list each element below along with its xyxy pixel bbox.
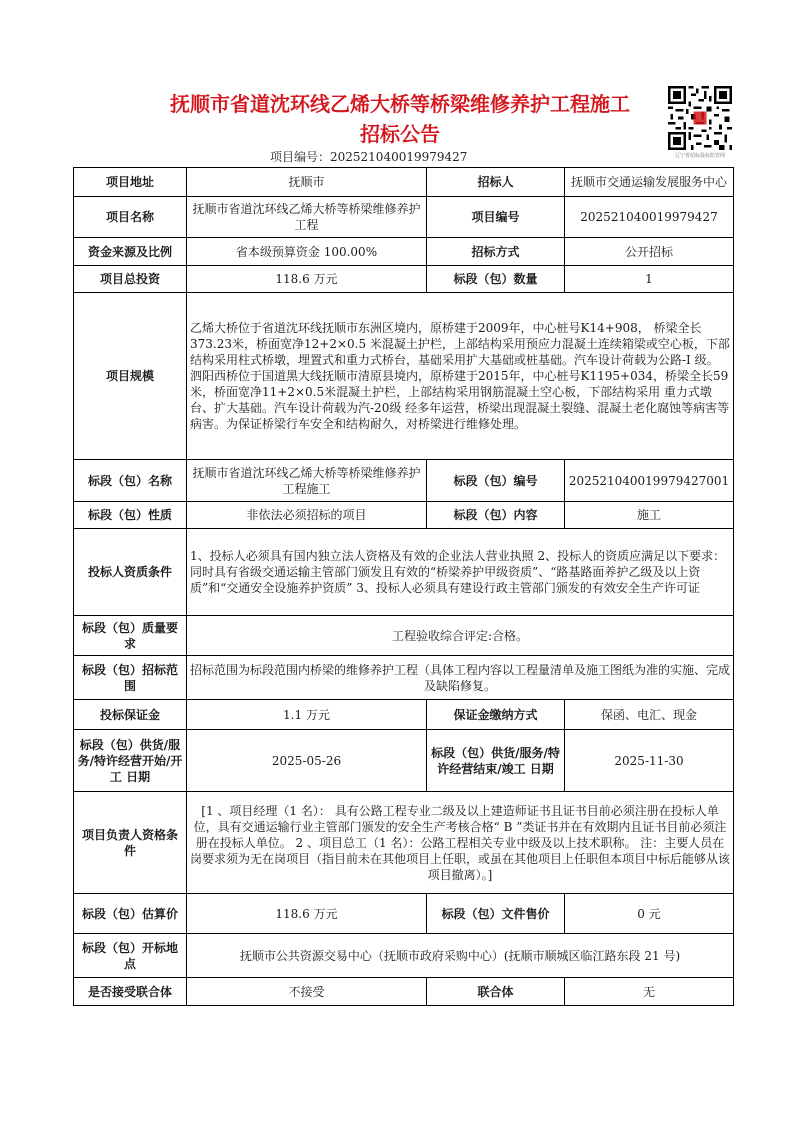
row-dates: [74, 730, 734, 792]
manager-qualification-value: [1 、项目经理（1 名）： 具有公路工程专业二级及以上建造师证书且证书目前必须注册在投标人单位，具有交通运输行业主管部门颁发的安全生产考核合格“ B ”类证书并在有效期内且证书目前必须注册在投标人单位。 2 、项目总工（1 名）：公路工程相关专业中级及以上技术职称。 注：主要人员在岗要求须为无在岗项目（指目前未在其他项目上任职，或虽在其他项目上任职但本项目中标后能够从该项目撤离）。]: [187, 792, 734, 894]
fund-source-label: 资金来源及比例: [74, 238, 187, 266]
quality-requirement-label: 标段（包）质量要求: [74, 616, 187, 656]
end-date-label: 标段（包）供货/服务/特许经营结束/竣工 日期: [427, 730, 565, 792]
lot-content-label: 标段（包）内容: [427, 502, 565, 529]
start-date-value: 2025-05-26: [187, 730, 427, 792]
bidder-qualification-label: 投标人资质条件: [74, 529, 187, 616]
row-range: [74, 656, 734, 700]
manager-qualification-label: 项目负责人资格条件: [74, 792, 187, 894]
row-manager: [74, 792, 734, 894]
consortium-value: 不接受: [187, 978, 427, 1006]
lot-nature-label: 标段（包）性质: [74, 502, 187, 529]
address-value: 抚顺市: [187, 168, 427, 197]
joint-entity-label: 联合体: [427, 978, 565, 1006]
qr-caption: 辽宁省招标投标监管网: [674, 153, 725, 159]
project-name-label: 项目名称: [74, 197, 187, 238]
end-date-value: 2025-11-30: [565, 730, 734, 792]
fund-source-value: 省本级预算资金 100.00%: [187, 238, 427, 266]
bond-payment-label: 保证金缴纳方式: [427, 700, 565, 730]
tenderer-label: 招标人: [427, 168, 565, 197]
bidder-qualification-value: 1、投标人必须具有国内独立法人资格及有效的企业法人营业执照 2、投标人的资质应满足以下要求：同时具有省级交通运输主管部门颁发且有效的“桥梁养护甲级资质”、“路基路面养护乙级及以上资质”和“交通安全设施养护资质” 3、投标人必须具有建设行政主管部门颁发的有效安全生产许可证: [187, 529, 734, 616]
tenderer-value: 抚顺市交通运输发展服务中心: [565, 168, 734, 197]
opening-location-value: 抚顺市公共资源交易中心（抚顺市政府采购中心）(抚顺市顺城区临江路东段 21 号): [187, 934, 734, 978]
lot-name-value: 抚顺市省道沈环线乙烯大桥等桥梁维修养护工程施工: [187, 460, 427, 502]
project-code-label: 项目编号: [427, 197, 565, 238]
row-bond: [74, 700, 734, 730]
lot-number-label: 标段（包）编号: [427, 460, 565, 502]
consortium-label: 是否接受联合体: [74, 978, 187, 1006]
document-price-label: 标段（包）文件售价: [427, 894, 565, 934]
lot-name-label: 标段（包）名称: [74, 460, 187, 502]
project-name-value: 抚顺市省道沈环线乙烯大桥等桥梁维修养护工程: [187, 197, 427, 238]
row-qualification: [74, 529, 734, 616]
tender-info-table: [73, 167, 734, 1006]
tender-range-label: 标段（包）招标范围: [74, 656, 187, 700]
lot-number-value: 202521040019979427001: [565, 460, 734, 502]
bond-payment-value: 保函、电汇、现金: [565, 700, 734, 730]
row-consortium: [74, 978, 734, 1006]
project-scale-value: 乙烯大桥位于省道沈环线抚顺市东洲区境内，原桥建于2009年，中心桩号K14+908， 桥梁全长373.23米，桥面宽净12+2×0.5 米混凝土护栏，上部结构采用预应力混凝土连续箱梁或空心板，下部结构采用柱式桥墩，埋置式和重力式桥台，基础采用扩大基础或桩基础。汽车设计荷载为公路-I 级。 泗阳西桥位于国道黑大线抚顺市清原县境内，原桥建于2015年，中心桩号K1195+034，桥梁全长59米，桥面宽净11+2×0.5米混凝土护栏，上部结构采用钢筋混凝土空心板，下部结构采用 重力式墩台、扩大基础。汽车设计荷载为汽-20级 经多年运营，桥梁出现混凝土裂缝、混凝土老化腐蚀等病害等病害。为保证桥梁行车安全和结构耐久，对桥梁进行维修处理。: [187, 293, 734, 460]
bid-bond-label: 投标保证金: [74, 700, 187, 730]
tender-range-value: 招标范围为标段范围内桥梁的维修养护工程（具体工程内容以工程量清单及施工图纸为准的实施、完成及缺陷修复。: [187, 656, 734, 700]
row-project-name: [74, 197, 734, 238]
row-scale: [74, 293, 734, 460]
total-investment-label: 项目总投资: [74, 266, 187, 293]
address-label: 项目地址: [74, 168, 187, 197]
row-opening: [74, 934, 734, 978]
project-scale-label: 项目规模: [74, 293, 187, 460]
notice-title: 抚顺市省道沈环线乙烯大桥等桥梁维修养护工程施工: [170, 92, 630, 116]
row-lot-nature: [74, 502, 734, 529]
total-investment-value: 118.6 万元: [187, 266, 427, 293]
row-address: [74, 168, 734, 197]
row-quality: [74, 616, 734, 656]
joint-entity-value: 无: [565, 978, 734, 1006]
row-investment: [74, 266, 734, 293]
start-date-label: 标段（包）供货/服务/特许经营开始/开工 日期: [74, 730, 187, 792]
lot-nature-value: 非依法必须招标的项目: [187, 502, 427, 529]
bid-bond-value: 1.1 万元: [187, 700, 427, 730]
tender-method-label: 招标方式: [427, 238, 565, 266]
qr-code-icon: [668, 86, 732, 150]
project-number-caption: 项目编号：202521040019979427: [270, 150, 468, 164]
notice-subtitle: 招标公告: [360, 122, 440, 146]
row-lot-name: [74, 460, 734, 502]
document-price-value: 0 元: [565, 894, 734, 934]
lot-content-value: 施工: [565, 502, 734, 529]
tender-method-value: 公开招标: [565, 238, 734, 266]
estimate-price-label: 标段（包）估算价: [74, 894, 187, 934]
row-estimate: [74, 894, 734, 934]
estimate-price-value: 118.6 万元: [187, 894, 427, 934]
project-code-value: 202521040019979427: [565, 197, 734, 238]
lot-count-label: 标段（包）数量: [427, 266, 565, 293]
opening-location-label: 标段（包）开标地点: [74, 934, 187, 978]
row-funding: [74, 238, 734, 266]
quality-requirement-value: 工程验收综合评定:合格。: [187, 616, 734, 656]
lot-count-value: 1: [565, 266, 734, 293]
